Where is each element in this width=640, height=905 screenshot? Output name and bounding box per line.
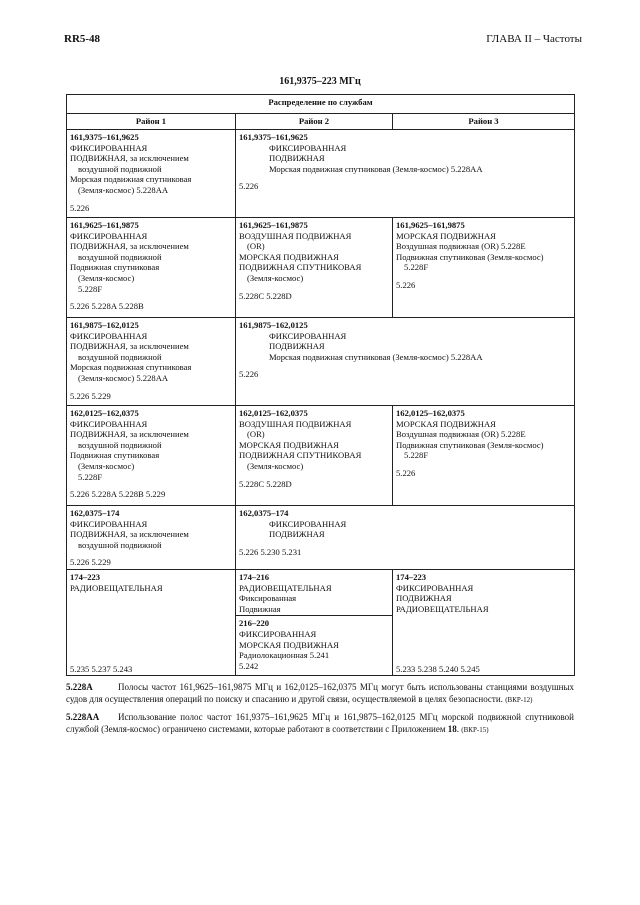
region-2-cell <box>236 406 393 506</box>
service-line: Воздушная подвижная (OR) 5.228E <box>396 241 526 252</box>
chapter-title: ГЛАВА II – Частоты <box>486 33 582 45</box>
service-line: (Земля-космос) <box>78 460 135 471</box>
region-2-3-cell <box>236 318 575 406</box>
band-frequency: 174–223 <box>70 571 101 582</box>
footnote-text: Использование полос частот 161,9375–161,9625 МГц и 161,9875–162,0125 МГц морской подвижной спутниковой службой (Земля-космос) ограничено системами, которые работают в соответствии с Приложением <box>66 712 574 734</box>
service-line: Морская подвижная спутниковая <box>70 362 192 373</box>
service-line: ПОДВИЖНАЯ <box>269 153 325 164</box>
service-line: Радиолокационная 5.241 <box>239 650 330 661</box>
footnote-refs: 5.226 5.228A 5.228B <box>70 301 144 312</box>
service-line: ВОЗДУШНАЯ ПОДВИЖНАЯ <box>239 418 352 429</box>
footnote-refs: 5.226 <box>239 369 259 380</box>
footnote-refs: 5.226 <box>70 202 90 213</box>
band-frequency: 161,9875–162,0125 <box>70 320 139 330</box>
service-line: ПОДВИЖНАЯ СПУТНИКОВАЯ <box>239 450 362 461</box>
service-line: воздушной подвижной <box>78 163 162 174</box>
service-line: 5.242 <box>239 660 259 671</box>
service-line: (Земля-космос) <box>247 460 304 471</box>
service-line: МОРСКАЯ ПОДВИЖНАЯ <box>239 639 339 650</box>
service-line: ПОДВИЖНАЯ, за исключением <box>70 341 189 352</box>
service-line: Подвижная спутниковая (Земля-космос) <box>396 251 544 262</box>
service-line: ФИКСИРОВАННАЯ <box>70 330 148 341</box>
footnote-refs: 5.226 5.229 <box>70 557 111 568</box>
service-line: 5.228F <box>78 283 103 294</box>
service-line: (Земля-космос) 5.228AA <box>78 372 169 383</box>
services-heading: Распределение по службам <box>67 95 575 114</box>
footnote-5-228a <box>66 682 574 706</box>
table-row <box>67 406 575 506</box>
service-line: ФИКСИРОВАННАЯ <box>269 518 347 529</box>
service-line: ПОДВИЖНАЯ <box>269 529 325 540</box>
service-line: ПОДВИЖНАЯ, за исключением <box>70 529 189 540</box>
region-1-heading: Район 1 <box>67 114 236 130</box>
footnote-code: 5.228A <box>66 682 93 692</box>
service-line: воздушной подвижной <box>78 539 162 550</box>
region-3-cell <box>393 569 575 675</box>
service-line: ПОДВИЖНАЯ, за исключением <box>70 429 189 440</box>
footnote-refs: 5.226 <box>396 279 416 290</box>
service-line: ФИКСИРОВАННАЯ <box>269 142 347 153</box>
band-frequency: 174–223 <box>396 571 427 582</box>
footnote-ref: (ВКР-15) <box>461 725 489 734</box>
region-2-3-cell <box>236 130 575 218</box>
region-2-heading: Район 2 <box>236 114 393 130</box>
region-2-3-cell <box>236 506 575 570</box>
service-line: МОРСКАЯ ПОДВИЖНАЯ <box>396 230 496 241</box>
footnote-code: 5.228AA <box>66 712 100 722</box>
footnote-refs: 5.226 <box>239 181 259 192</box>
band-frequency: 162,0125–162,0375 <box>396 408 465 418</box>
service-line: ВОЗДУШНАЯ ПОДВИЖНАЯ <box>239 230 352 241</box>
band-frequency: 161,9625–161,9875 <box>70 220 139 230</box>
region-2-cell <box>236 218 393 318</box>
service-line: Подвижная спутниковая (Земля-космос) <box>396 439 544 450</box>
region-1-cell <box>67 569 236 675</box>
table-row <box>67 506 575 570</box>
service-line: Морская подвижная спутниковая (Земля-космос) 5.228AA <box>269 163 483 174</box>
service-line: (Земля-космос) <box>78 272 135 283</box>
service-line: МОРСКАЯ ПОДВИЖНАЯ <box>396 418 496 429</box>
service-line: 5.228F <box>404 450 429 461</box>
page-code: RR5-48 <box>64 33 101 45</box>
band-frequency: 162,0375–174 <box>239 508 289 518</box>
footnote-text-end: . <box>456 723 460 734</box>
footnote-refs: 5.226 5.229 <box>70 390 111 401</box>
footnote-refs: 5.233 5.238 5.240 5.245 <box>396 663 480 674</box>
band-frequency: 162,0125–162,0375 <box>70 408 139 418</box>
band-frequency: 161,9375–161,9625 <box>239 132 308 142</box>
service-line: воздушной подвижной <box>78 251 162 262</box>
service-line: воздушной подвижной <box>78 439 162 450</box>
appendix-number: 18 <box>447 723 457 734</box>
band-frequency: 161,9375–161,9625 <box>70 132 139 142</box>
allocation-table <box>66 94 575 676</box>
service-line: РАДИОВЕЩАТЕЛЬНАЯ <box>70 582 163 593</box>
footnote-text: Полосы частот 161,9625–161,9875 МГц и 162,0125–162,0375 МГц могут быть использованы станциями воздушных судов для осуществления операций по поиску и спасанию и другой связи, осуществляемой в целях безопасности. <box>66 682 574 704</box>
table-row <box>67 130 575 218</box>
band-title: 161,9375–223 МГц <box>279 76 361 87</box>
service-line: воздушной подвижной <box>78 351 162 362</box>
service-line: (OR) <box>247 241 265 252</box>
service-line: РАДИОВЕЩАТЕЛЬНАЯ <box>396 603 489 614</box>
service-line: ФИКСИРОВАННАЯ <box>269 330 347 341</box>
footnote-refs: 5.226 <box>396 467 416 478</box>
service-line: Подвижная спутниковая <box>70 450 160 461</box>
service-line: 5.228F <box>78 471 103 482</box>
region-3-heading: Район 3 <box>393 114 575 130</box>
service-line: ФИКСИРОВАННАЯ <box>70 518 148 529</box>
band-frequency: 161,9875–162,0125 <box>239 320 308 330</box>
footnote-5-228aa <box>66 712 574 736</box>
service-line: МОРСКАЯ ПОДВИЖНАЯ <box>239 251 339 262</box>
region-2-cell-upper <box>236 569 393 615</box>
band-frequency: 162,0125–162,0375 <box>239 408 308 418</box>
table-row <box>67 218 575 318</box>
region-1-cell <box>67 506 236 570</box>
service-line: ПОДВИЖНАЯ <box>396 593 452 604</box>
region-1-cell <box>67 130 236 218</box>
table-row <box>67 569 575 615</box>
footnote-refs: 5.226 5.230 5.231 <box>239 546 302 557</box>
service-line: Морская подвижная спутниковая (Земля-космос) 5.228AA <box>269 351 483 362</box>
footnote-refs: 5.235 5.237 5.243 <box>70 663 133 674</box>
band-frequency: 161,9625–161,9875 <box>396 220 465 230</box>
region-1-cell <box>67 218 236 318</box>
table-row <box>67 318 575 406</box>
service-line: ПОДВИЖНАЯ <box>269 341 325 352</box>
service-line: ФИКСИРОВАННАЯ <box>239 628 317 639</box>
service-line: ФИКСИРОВАННАЯ <box>396 582 474 593</box>
service-line: (OR) <box>247 429 265 440</box>
region-3-cell <box>393 218 575 318</box>
service-line: 5.228F <box>404 262 429 273</box>
band-frequency: 216–220 <box>239 618 270 629</box>
service-line: ПОДВИЖНАЯ, за исключением <box>70 153 189 164</box>
footnote-refs: 5.228C 5.228D <box>239 290 292 301</box>
service-line: ФИКСИРОВАННАЯ <box>70 230 148 241</box>
footnote-refs: 5.228C 5.228D <box>239 478 292 489</box>
service-line: (Земля-космос) <box>247 272 304 283</box>
band-frequency: 174–216 <box>239 571 270 582</box>
service-line: ПОДВИЖНАЯ, за исключением <box>70 241 189 252</box>
service-line: (Земля-космос) 5.228AA <box>78 184 169 195</box>
footnote-ref: (ВКР-12) <box>505 695 533 704</box>
service-line: Фиксированная <box>239 593 297 604</box>
footnote-refs: 5.226 5.228A 5.228B 5.229 <box>70 489 166 500</box>
service-line: ПОДВИЖНАЯ СПУТНИКОВАЯ <box>239 262 362 273</box>
band-frequency: 161,9625–161,9875 <box>239 220 308 230</box>
service-line: Воздушная подвижная (OR) 5.228E <box>396 429 526 440</box>
service-line: Морская подвижная спутниковая <box>70 174 192 185</box>
region-1-cell <box>67 318 236 406</box>
region-1-cell <box>67 406 236 506</box>
service-line: Подвижная спутниковая <box>70 262 160 273</box>
service-line: ФИКСИРОВАННАЯ <box>70 418 148 429</box>
region-2-cell-lower <box>236 616 393 676</box>
band-frequency: 162,0375–174 <box>70 508 120 518</box>
service-line: МОРСКАЯ ПОДВИЖНАЯ <box>239 439 339 450</box>
service-line: РАДИОВЕЩАТЕЛЬНАЯ <box>239 582 332 593</box>
service-line: Подвижная <box>239 603 281 614</box>
service-line: ФИКСИРОВАННАЯ <box>70 142 148 153</box>
region-3-cell <box>393 406 575 506</box>
